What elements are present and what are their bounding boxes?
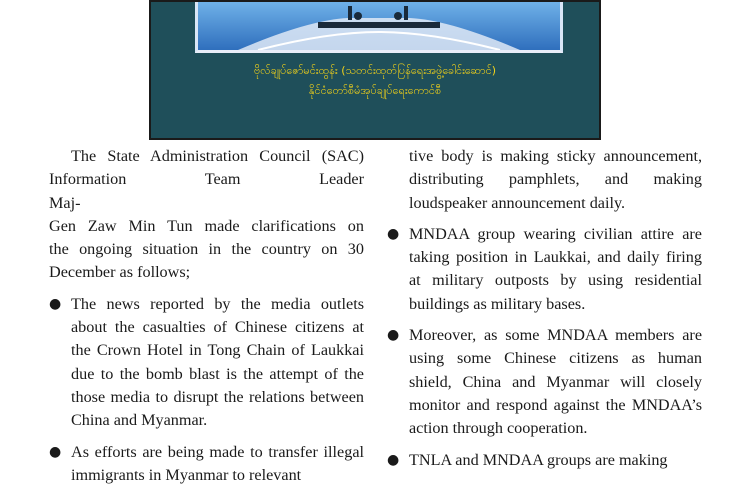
bullet-icon: ● bbox=[49, 295, 62, 312]
bullet-icon: ● bbox=[387, 327, 400, 344]
list-item bbox=[49, 441, 364, 488]
banner-caption-org: နိုင်ငံတော်စီမံအုပ်ချုပ်ရေးကောင်စီ bbox=[308, 84, 442, 97]
intro-line: the ongoing situation in the country on 30 bbox=[49, 240, 364, 259]
continued-paragraph: tive body is making sticky announcement, distributing pamphlets, and making loudspeaker announcement daily. bbox=[409, 147, 702, 212]
podium-illustration bbox=[198, 2, 560, 50]
list-item-text: TNLA and MNDAA groups are making bbox=[409, 450, 668, 469]
intro-line: December as follows; bbox=[49, 263, 191, 282]
banner-photo bbox=[195, 2, 563, 53]
list-item-text: Moreover, as some MNDAA members are using some Chinese citizens as human shield, China and Myanmar will closely monitor and respond against the MNDAA’s action through cooperation. bbox=[409, 326, 702, 438]
intro-line: Information Team Leader Maj- bbox=[49, 170, 364, 212]
intro-paragraph bbox=[49, 145, 364, 285]
list-item-text: MNDAA group wearing civilian attire are taking position in Laukkai, and daily firing at military outposts by using residential buildings as military bases. bbox=[409, 224, 702, 313]
article-column-left bbox=[49, 145, 364, 495]
bullet-icon: ● bbox=[387, 451, 400, 468]
bullet-list bbox=[387, 223, 702, 472]
header-banner-image bbox=[149, 0, 601, 140]
intro-line: Gen Zaw Min Tun made clarifications on bbox=[49, 216, 364, 235]
bullet-icon: ● bbox=[387, 225, 400, 242]
bullet-list bbox=[49, 293, 364, 487]
intro-line: The State Administration Council (SAC) bbox=[71, 147, 364, 165]
list-item-text: The news reported by the media outlets about the casualties of Chinese citizens at the Crown Hotel in Tong Chain of Laukkai due to the bomb blast is the attempt of the those media to disrupt the relations between China and Myanmar. bbox=[71, 294, 364, 430]
list-item bbox=[49, 293, 364, 433]
bullet-icon: ● bbox=[49, 443, 62, 460]
banner-caption-name: ဗိုလ်ချုပ်ဇော်မင်းထွန်း (သတင်းထုတ်ပြန်ရေးအဖွဲ့ခေါင်းဆောင်) bbox=[254, 64, 496, 77]
list-item bbox=[387, 449, 702, 472]
list-item-text: As efforts are being made to transfer illegal immigrants in Myanmar to relevant bbox=[71, 442, 364, 484]
list-item bbox=[387, 223, 702, 316]
list-item bbox=[387, 324, 702, 440]
article-column-right bbox=[387, 145, 702, 480]
